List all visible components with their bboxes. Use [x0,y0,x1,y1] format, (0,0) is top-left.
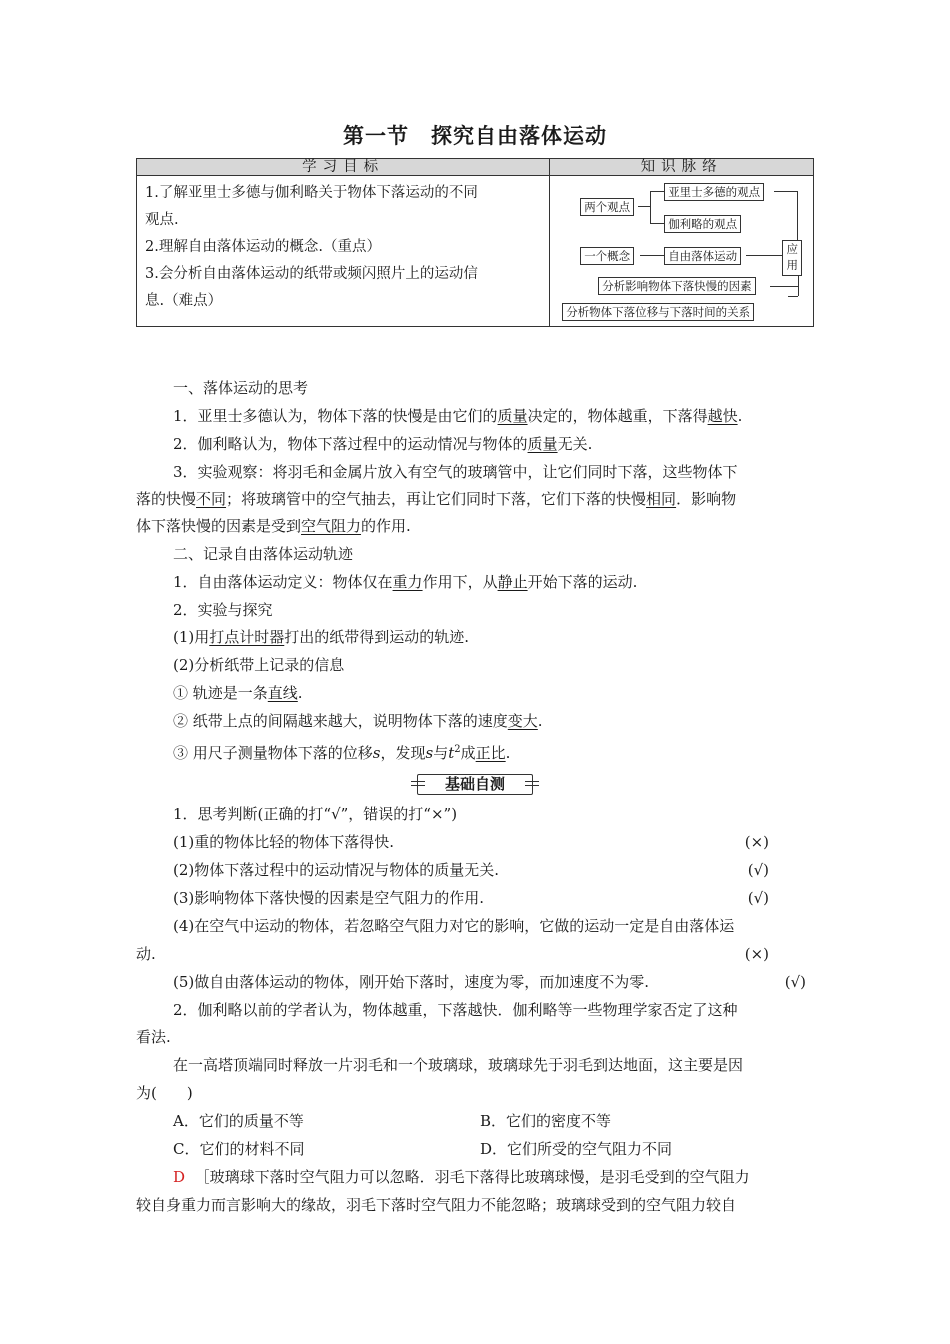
banner-label: 基础自测 [444,775,505,793]
paragraph: 1．亚里士多德认为，物体下落的快慢是由它们的质量决定的，物体越重，下落得越快. [173,407,743,425]
relation-box: 分析物体下落位移与下落时间的关系 [562,303,754,321]
connector [788,296,798,297]
paragraph: 落的快慢不同；将玻璃管中的空气抽去，再让它们同时下落，它们下落的快慢相同．影响物 [136,490,737,508]
judgement-item: (4)在空气中运动的物体，若忽略空气阻力对它的影响，它做的运动一定是自由落体运 [173,917,735,935]
knowledge-map [550,176,813,326]
judgement-item: (1)重的物体比轻的物体下落得快. (×) [173,829,814,857]
paragraph: 2．伽利略认为，物体下落过程中的运动情况与物体的质量无关. [173,435,593,453]
option-a: A．它们的质量不等 [173,1112,304,1130]
option-c: C．它们的材料不同 [173,1140,305,1158]
section-number: 第一节 [343,124,409,148]
goal-line: 2.理解自由落体运动的概念.（重点） [145,239,381,255]
question2-line: 在一高塔顶端同时释放一片羽毛和一个玻璃球，玻璃球先于羽毛到达地面，这主要是因 [173,1056,744,1074]
connector [798,276,799,296]
answer-letter: D [173,1168,186,1186]
goal-line: 观点. [145,212,179,228]
section2-heading: 二、记录自由落体运动轨迹 [173,545,354,563]
question2-line: 为( ) [136,1084,193,1102]
answer-mark: (√) [747,861,769,879]
section1-heading: 一、落体运动的思考 [173,379,309,397]
paragraph: 1．自由落体运动定义：物体仅在重力作用下，从静止开始下落的运动. [173,573,638,591]
judgement-item: (5)做自由落体运动的物体，刚开始下落时，速度为零，而加速度不为零. (√) [173,969,814,997]
judgement-item-cont: 动. (×) [136,941,814,969]
objectives-table [136,158,814,327]
knowledge-map-header: 知识脉络 [550,159,814,176]
aristotle-box: 亚里士多德的观点 [664,183,764,201]
connector [650,191,664,192]
connector [770,286,798,287]
explanation-line: 较自身重力而言影响大的缘故，羽毛下落时空气阻力不能忽略；玻璃球受到的空气阻力较自 [136,1196,737,1214]
explanation-line: D ［玻璃球下落时空气阻力可以忽略．羽毛下落得比玻璃球慢，是羽毛受到的空气阻力 [173,1168,750,1186]
goal-line: 1.了解亚里士多德与伽利略关于物体下落运动的不同 [145,185,478,201]
question-stem: 1．思考判断(正确的打“√”，错误的打“×”) [173,805,458,823]
connector [774,191,797,192]
paragraph: ① 轨迹是一条直线. [173,684,303,702]
answer-mark: (√) [784,973,806,991]
paragraph: ③ 用尺子测量物体下落的位移s，发现s与$t^2$成正比. [173,744,511,762]
answer-mark: (×) [744,833,769,851]
connector [797,191,798,241]
apply-box: 应用 [782,240,802,276]
free-fall-box: 自由落体运动 [664,247,741,265]
knowledge-map-cell [550,176,814,327]
goal-line: 3.会分析自由落体运动的纸带或频闪照片上的运动信 [145,266,478,282]
answer-mark: (×) [744,945,769,963]
page-title [0,120,950,150]
option-b: B．它们的密度不等 [480,1112,612,1130]
paragraph: (1)用打点计时器打出的纸带得到运动的轨迹. [173,628,470,646]
galileo-box: 伽利略的观点 [664,215,741,233]
paragraph: 3．实验观察：将羽毛和金属片放入有空气的玻璃管中，让它们同时下落，这些物体下 [173,463,738,481]
connector [640,255,664,256]
goals-header: 学习目标 [137,159,550,176]
connector [638,206,650,207]
judgement-item: (2)物体下落过程中的运动情况与物体的质量无关. (√) [173,857,814,885]
connector [650,223,664,224]
goals-cell [137,176,550,327]
question2-line: 看法. [136,1028,171,1046]
paragraph: 2．实验与探究 [173,601,273,619]
self-test-banner [411,772,539,796]
question2-line: 2．伽利略以前的学者认为，物体越重，下落越快．伽利略等一些物理学家否定了这种 [173,1001,738,1019]
two-views-box: 两个观点 [580,198,634,216]
connector [746,255,782,256]
connector [650,191,651,223]
section-title: 探究自由落体运动 [431,124,607,148]
paragraph: ② 纸带上点的间隔越来越大，说明物体下落的速度变大. [173,712,543,730]
one-concept-box: 一个概念 [580,247,634,265]
paragraph: 体下落快慢的因素是受到空气阻力的作用. [136,517,411,535]
goal-line: 息.（难点） [145,293,223,309]
option-d: D．它们所受的空气阻力不同 [480,1140,673,1158]
paragraph: (2)分析纸带上记录的信息 [173,656,345,674]
judgement-item: (3)影响物体下落快慢的因素是空气阻力的作用. (√) [173,885,814,913]
answer-mark: (√) [747,889,769,907]
factor-box: 分析影响物体下落快慢的因素 [598,277,756,295]
